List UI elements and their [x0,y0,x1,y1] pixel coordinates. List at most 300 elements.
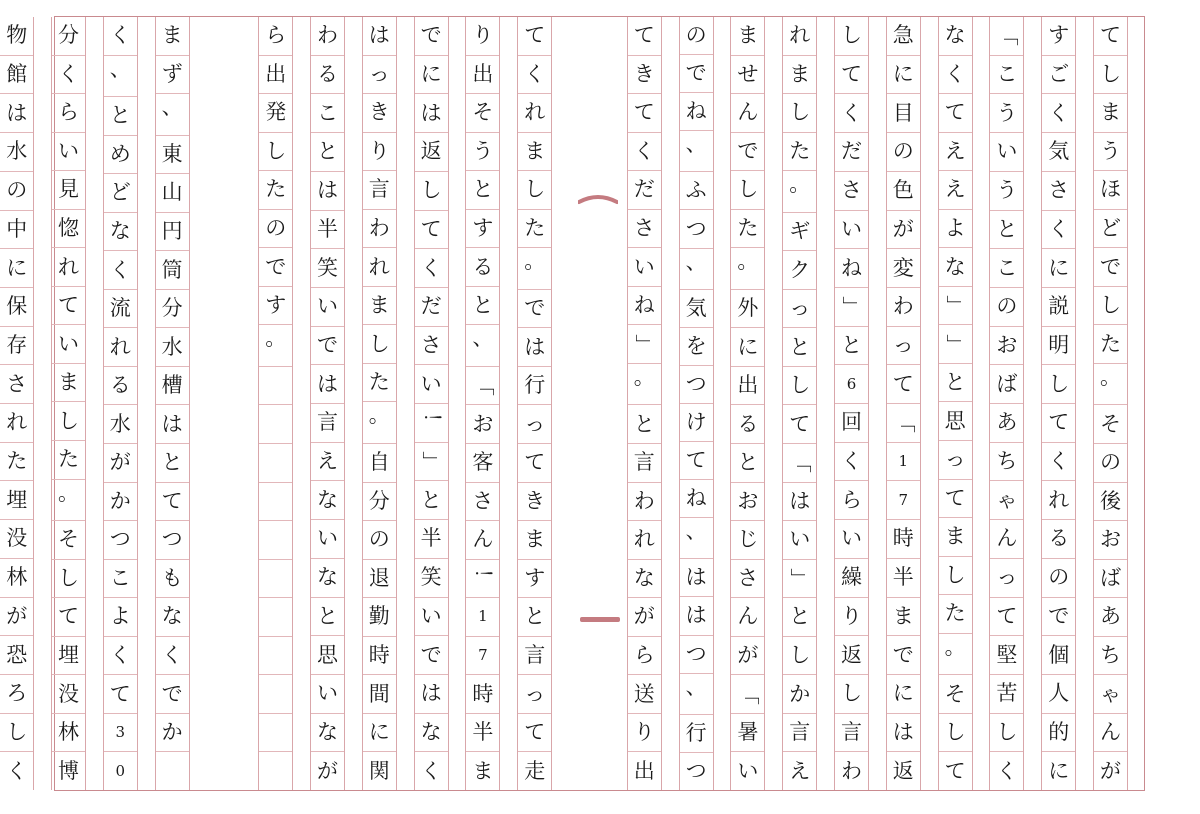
grid-cell: 気 [680,290,713,328]
grid-cell: 。 [1094,364,1127,406]
grid-cell: 返 [415,133,448,172]
grid-cell: 説 [1042,288,1075,327]
grid-cell: は [415,94,448,133]
grid-cell: 自 [363,444,396,483]
grid-cell: と [939,364,972,403]
grid-cell: ま [1094,94,1127,133]
grid-cell: ！ [466,560,499,599]
grid-cell: 、 [466,325,499,367]
grid-cell: 「 [731,675,764,714]
grid-cell [206,326,241,365]
grid-cell: に [887,56,920,95]
grid-cell: え [939,171,972,210]
grid-cell: い [835,211,868,250]
grid-cell: 。 [628,364,661,406]
grid-cell: ら [628,637,661,676]
grid-cell: が [628,598,661,637]
grid-cell: は [156,405,189,444]
grid-cell [569,442,604,481]
grid-cell [569,133,604,172]
grid-cell [569,249,604,288]
grid-cell: と [466,171,499,210]
grid-cell: 色 [887,172,920,211]
grid-cell: 行 [680,715,713,753]
manuscript-column [782,17,817,790]
grid-cell: ね [835,249,868,288]
manuscript-column [310,17,345,790]
grid-cell: を [680,328,713,366]
grid-cell: 言 [518,637,551,676]
grid-cell: 「 [783,444,816,483]
grid-cell: し [835,17,868,56]
grid-cell: と [990,211,1023,250]
manuscript-column [679,17,714,790]
grid-cell: た [939,595,972,634]
grid-cell: し [731,171,764,210]
grid-cell: に [1042,249,1075,288]
grid-cell: い [415,365,448,404]
manuscript-column [1093,17,1128,790]
grid-cell: え [311,443,344,482]
grid-cell: て [518,444,551,483]
grid-cell: 出 [633,758,655,783]
grid-cell: う [990,172,1023,211]
grid-cell: な [156,598,189,637]
grid-cell [569,326,604,365]
grid-cell: わ [311,17,344,56]
grid-cell: 言 [783,714,816,753]
grid-cell: 堅 [990,636,1023,675]
grid-cell: 3 [104,714,137,753]
grid-cell: 」 [628,325,661,364]
grid-cell: れ [0,404,33,443]
grid-cell: し [783,637,816,676]
grid-cell [206,442,241,481]
grid-cell: た [731,210,764,249]
grid-cell: で [415,17,448,56]
grid-cell: ま [783,56,816,95]
grid-cell: さ [835,172,868,211]
grid-cell: 。 [939,634,972,676]
grid-cell: 1 [466,598,499,637]
grid-cell: 埋 [52,637,85,676]
grid-cell: 言 [311,404,344,443]
grid-cell: し [259,133,292,172]
grid-cell: 思 [939,402,972,441]
grid-cell: 半 [887,559,920,598]
grid-cell [259,560,292,599]
grid-cell: に [1048,758,1070,783]
grid-cell: 走 [524,758,546,783]
center-fold-mark-bottom [580,617,620,622]
grid-cell [569,365,604,404]
grid-cell: そ [939,675,972,714]
grid-cell: ゃ [1094,675,1127,714]
grid-cell: き [628,56,661,95]
grid-cell: ち [1094,637,1127,676]
grid-cell: で [887,636,920,675]
grid-cell: ！ [415,404,448,443]
grid-cell: い [737,758,759,783]
grid-cell: て [1094,17,1127,56]
grid-cell: 半 [311,211,344,250]
grid-cell: り [466,17,499,56]
grid-cell: 存 [0,327,33,366]
grid-cell: す [518,560,551,599]
grid-cell: 槽 [156,367,189,406]
grid-cell: 言 [628,444,661,483]
grid-cell: し [990,714,1023,753]
grid-cell: い [52,133,85,172]
grid-cell: て [518,17,551,56]
grid-cell: 送 [628,675,661,714]
grid-cell: 」 [835,288,868,327]
grid-cell: と [731,444,764,483]
grid-cell: 7 [887,481,920,520]
grid-cell: い [783,521,816,560]
grid-cell: が [1100,758,1121,783]
grid-cell: 、 [680,518,713,559]
grid-cell: し [939,714,972,753]
grid-cell: 筒 [156,251,189,290]
grid-cell: な [311,559,344,598]
grid-cell: 回 [835,404,868,443]
grid-cell: ら [259,17,292,56]
grid-cell: 言 [363,171,396,210]
grid-cell: う [1094,133,1127,172]
grid-cell: が [887,211,920,250]
grid-cell: 惚 [52,210,85,249]
grid-cell [206,404,241,443]
grid-cell: 林 [0,559,33,598]
manuscript-sheet [6,16,1145,791]
grid-cell: そ [1094,405,1127,444]
grid-cell: あ [990,404,1023,443]
grid-cell: た [259,171,292,210]
grid-cell: ん [1094,714,1127,753]
grid-cell [206,133,241,172]
grid-cell: お [990,327,1023,366]
grid-cell: 物 [0,17,33,56]
grid-cell: こ [990,249,1023,288]
grid-cell: に [0,249,33,288]
grid-cell: 暑 [731,714,764,753]
grid-cell: 外 [731,290,764,329]
grid-cell: く [104,251,137,290]
manuscript-column [1041,17,1076,790]
grid-cell [259,714,292,753]
grid-cell: 。 [52,480,85,522]
grid-cell: で [156,675,189,714]
grid-cell [569,481,604,520]
grid-cell: 急 [887,17,920,56]
grid-cell: し [0,714,33,753]
grid-cell: た [783,133,816,172]
grid-cell: そ [52,521,85,560]
grid-cell: 恐 [0,636,33,675]
grid-cell: く [996,758,1018,783]
grid-cell: っ [518,675,551,714]
grid-cell: が [0,598,33,637]
grid-cell: 気 [1042,133,1075,172]
grid-cell: わ [628,483,661,522]
grid-cell: さ [0,365,33,404]
grid-cell [206,172,241,211]
grid-cell: て [990,598,1023,637]
grid-cell: ど [1094,210,1127,249]
grid-cell: れ [628,521,661,560]
grid-cell: し [783,94,816,133]
grid-cell: よ [939,210,972,249]
grid-cell [206,674,241,713]
grid-cell: さ [415,327,448,366]
grid-cell: え [789,758,811,783]
grid-cell: し [415,172,448,211]
grid-cell: ま [887,598,920,637]
grid-cell: っ [518,405,551,444]
center-fold-mark-top [578,190,618,206]
manuscript-column [730,17,765,790]
grid-cell: る [466,248,499,287]
grid-cell: と [835,327,868,366]
grid-cell: れ [52,248,85,287]
grid-cell: で [259,248,292,287]
grid-cell: い [311,288,344,327]
grid-cell: つ [156,521,189,560]
grid-cell: 言 [835,714,868,753]
grid-cell: 。 [518,248,551,290]
manuscript-column [155,17,190,790]
grid-cell: ち [990,443,1023,482]
grid-cell: と [466,287,499,326]
grid-cell: わ [841,758,862,783]
grid-cell [206,520,241,559]
grid-cell: 没 [0,520,33,559]
grid-cell: 」 [415,443,448,482]
grid-cell: お [466,405,499,444]
grid-cell: て [104,675,137,714]
grid-cell: こ [311,94,344,133]
grid-cell [569,713,604,752]
grid-cell [206,713,241,752]
grid-cell: る [311,56,344,95]
grid-cell: て [415,211,448,250]
grid-cell: く [628,133,661,172]
grid-cell: た [52,441,85,480]
grid-cell: に [415,56,448,95]
grid-cell: 後 [1094,483,1127,522]
grid-cell: れ [783,17,816,56]
grid-cell [259,405,292,444]
grid-cell: な [939,248,972,287]
grid-cell: 東 [156,136,189,175]
grid-cell: ろ [0,675,33,714]
grid-cell: 客 [466,444,499,483]
grid-cell: て [680,442,713,480]
grid-cell: り [628,714,661,753]
manuscript-column [989,17,1024,790]
grid-cell: 返 [835,636,868,675]
grid-cell: し [835,675,868,714]
grid-cell: っ [783,290,816,329]
grid-cell: か [156,714,189,753]
grid-cell: 出 [259,56,292,95]
grid-cell [156,752,189,790]
grid-cell: だ [835,133,868,172]
grid-cell: 流 [104,290,137,329]
grid-cell: く [156,637,189,676]
grid-cell: わ [363,210,396,249]
grid-cell: 人 [1042,675,1075,714]
grid-cell: な [415,714,448,753]
grid-cell: の [0,172,33,211]
grid-cell: 館 [0,56,33,95]
grid-cell: で [1094,248,1127,287]
grid-cell [569,17,604,56]
grid-cell: 分 [52,17,85,56]
manuscript-column [517,17,552,790]
grid-cell: ク [783,251,816,290]
grid-cell: せ [731,56,764,95]
grid-cell: っ [363,56,396,95]
grid-cell: と [311,598,344,637]
grid-cell: く [1042,443,1075,482]
grid-cell: て [52,598,85,637]
grid-cell: ん [731,94,764,133]
grid-cell: 。 [363,402,396,444]
grid-cell: ね [680,93,713,131]
manuscript-column [103,17,138,790]
grid-cell: は [680,559,713,597]
grid-cell: の [1042,559,1075,598]
grid-cell: す [1042,17,1075,56]
grid-cell: 。 [783,171,816,213]
grid-cell: じ [731,521,764,560]
grid-cell: の [259,210,292,249]
grid-cell: ま [939,518,972,557]
grid-cell: き [518,483,551,522]
grid-cell: 変 [887,249,920,288]
grid-cell: さ [1042,172,1075,211]
grid-cell: は [0,94,33,133]
grid-cell: 出 [731,367,764,406]
grid-cell: 半 [466,714,499,753]
manuscript-column [414,17,449,790]
grid-cell: と [156,444,189,483]
grid-cell [206,597,241,636]
grid-cell: ご [1042,56,1075,95]
grid-cell: し [1094,56,1127,95]
grid-cell: ゃ [990,481,1023,520]
grid-cell: 思 [311,636,344,675]
grid-cell: た [363,364,396,403]
grid-cell: ず [156,56,189,95]
grid-cell: 」 [939,325,972,364]
grid-cell: の [363,521,396,560]
grid-cell: て [783,405,816,444]
grid-cell: で [1042,598,1075,637]
grid-cell: 」 [783,560,816,599]
fold-gutter-column [206,17,241,790]
manuscript-column [51,17,86,790]
grid-cell: が [731,637,764,676]
grid-cell: て [628,94,661,133]
grid-cell: ん [990,520,1023,559]
grid-cell: と [104,97,137,136]
grid-cell: お [1094,521,1127,560]
grid-cell: 間 [363,675,396,714]
grid-cell: と [311,133,344,172]
grid-cell: い [311,520,344,559]
grid-cell: ん [731,598,764,637]
grid-cell [259,367,292,406]
grid-cell: ま [472,758,494,783]
grid-cell: 時 [466,675,499,714]
grid-cell: う [990,94,1023,133]
grid-cell: え [939,133,972,172]
grid-cell: で [311,327,344,366]
grid-cell: 山 [156,174,189,213]
grid-cell: さ [628,210,661,249]
grid-cell [259,483,292,522]
grid-cell: も [156,560,189,599]
grid-cell: い [52,325,85,364]
grid-cell: る [731,405,764,444]
manuscript-column [0,17,34,790]
grid-cell: ふ [680,172,713,210]
grid-cell: き [363,94,396,133]
grid-cell [259,598,292,637]
grid-cell: け [680,404,713,442]
grid-cell [206,94,241,133]
grid-cell: く [1042,94,1075,133]
grid-cell: が [317,758,338,783]
grid-cell: 埋 [0,481,33,520]
grid-cell: 6 [835,365,868,404]
grid-cell: そ [466,94,499,133]
grid-cell: く [835,443,868,482]
grid-cell: し [52,560,85,599]
grid-cell: ギ [783,213,816,252]
grid-cell [569,288,604,327]
grid-cell: れ [518,94,551,133]
grid-cell: と [415,481,448,520]
grid-cell: つ [104,521,137,560]
grid-cell: て [939,94,972,133]
grid-cell: り [363,133,396,172]
grid-cell: っ [939,441,972,480]
grid-cell: し [363,325,396,364]
grid-cell: に [363,714,396,753]
grid-cell: 笑 [311,249,344,288]
grid-cell: お [731,483,764,522]
grid-cell: ま [731,17,764,56]
grid-cell: で [518,290,551,329]
grid-cell: は [415,675,448,714]
grid-cell: 時 [363,637,396,676]
grid-cell: 発 [259,94,292,133]
grid-cell: わ [887,288,920,327]
grid-cell: ま [363,287,396,326]
grid-cell: 繰 [835,559,868,598]
grid-cell: 半 [415,520,448,559]
grid-cell [259,521,292,560]
grid-cell: っ [990,559,1023,598]
grid-cell: れ [104,328,137,367]
grid-cell: 。 [731,248,764,290]
grid-cell: ま [156,17,189,56]
grid-cell: 「 [990,17,1023,56]
